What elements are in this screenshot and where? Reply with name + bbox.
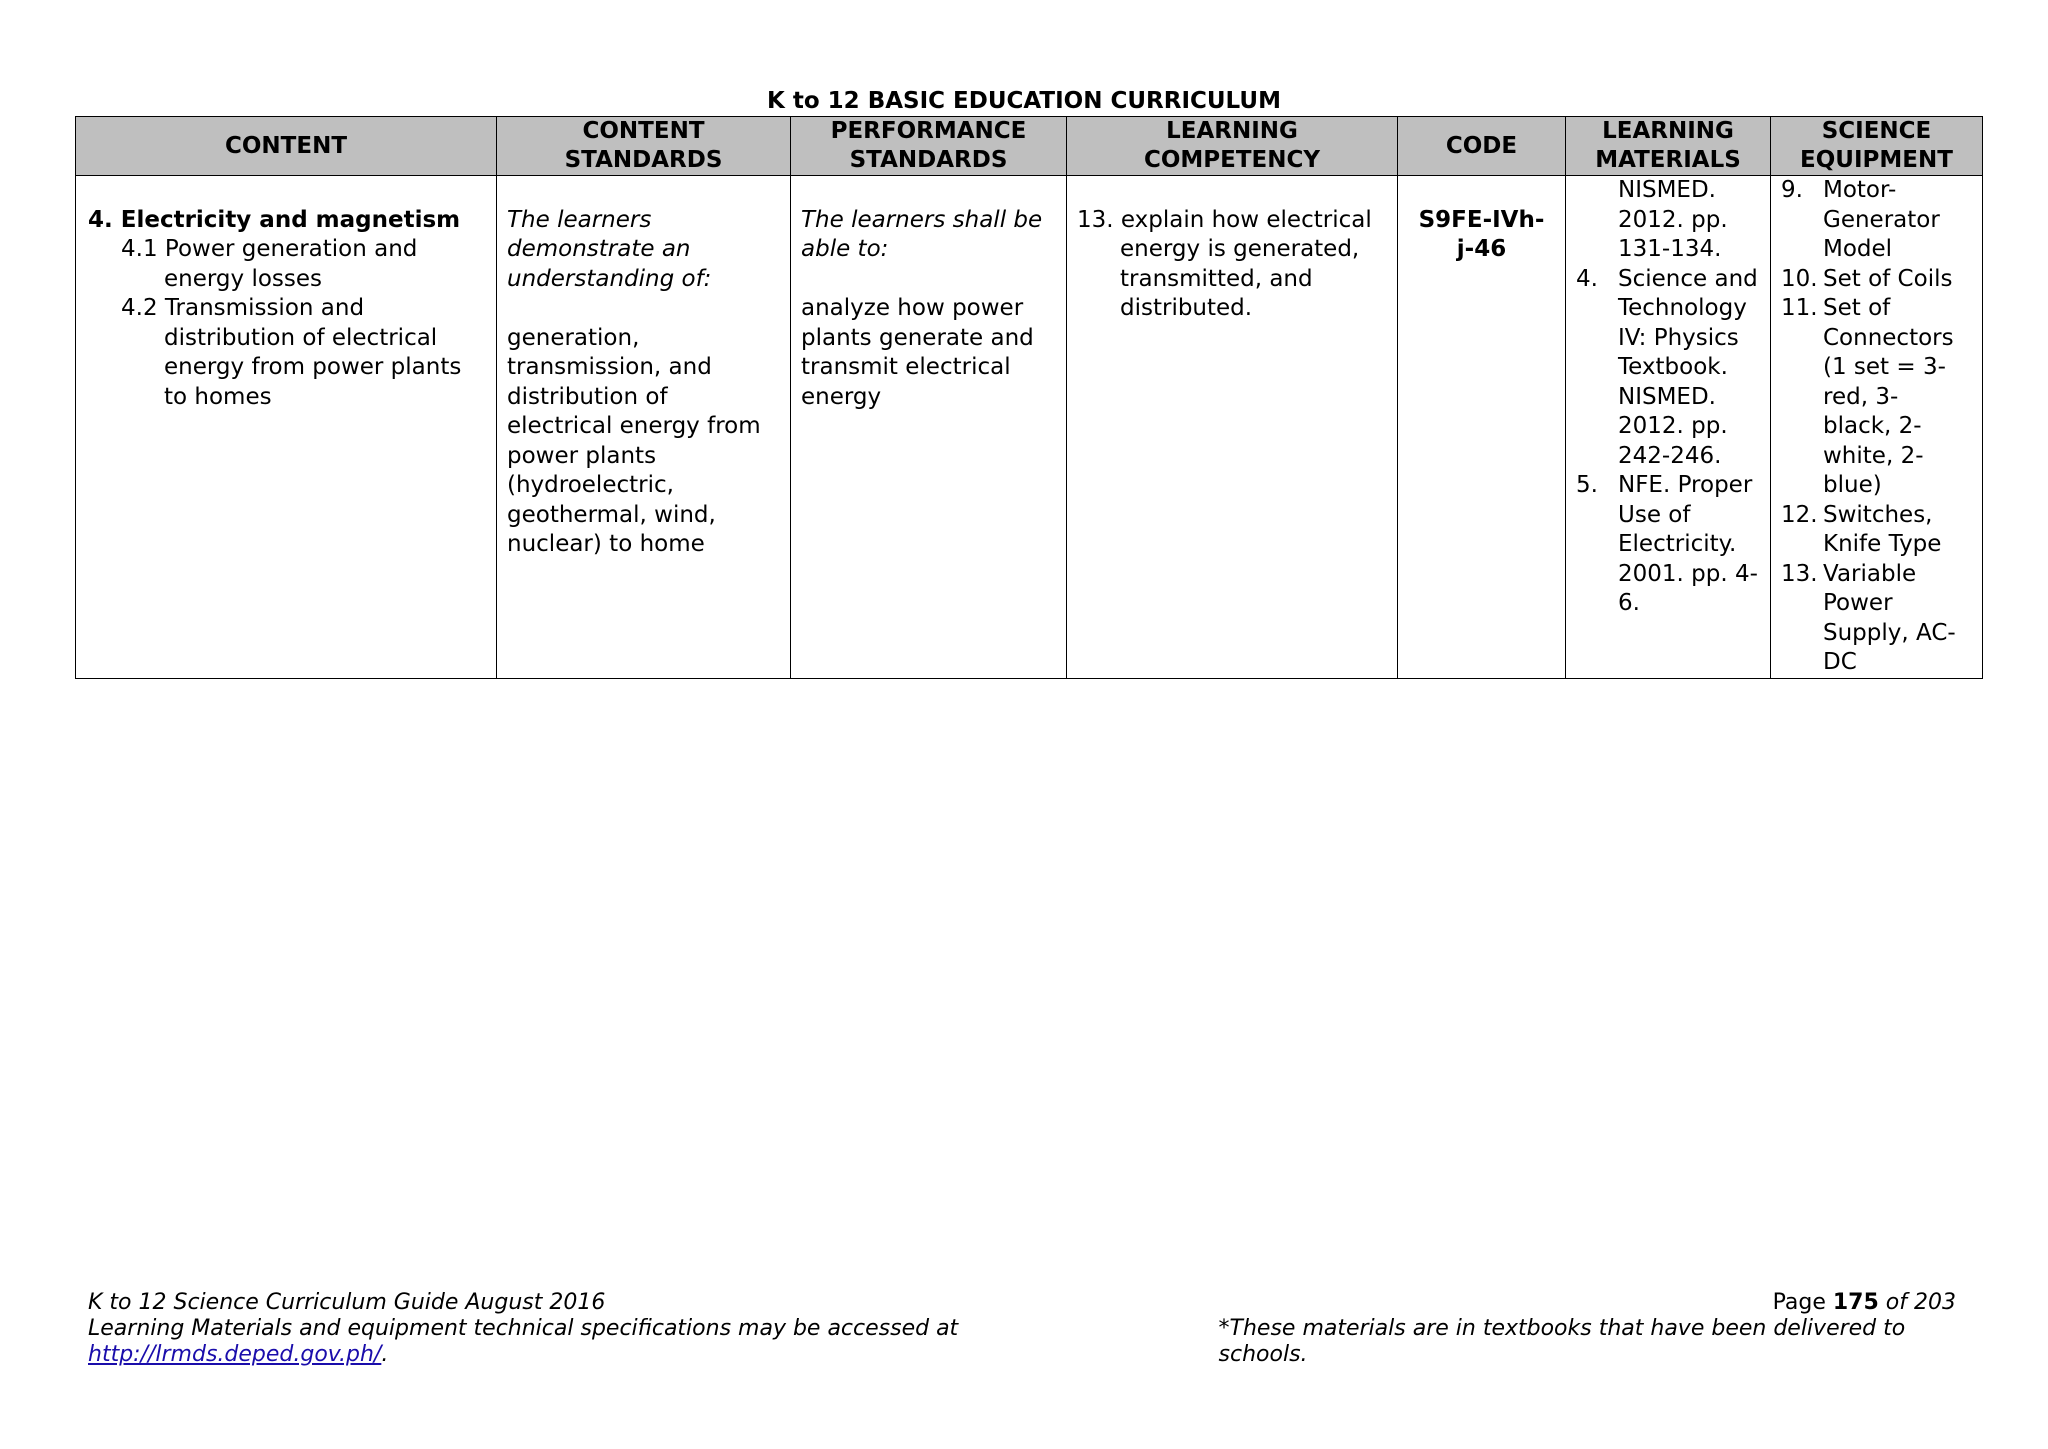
content-standards-intro: The learners demonstrate an understanding of: [507,206,712,292]
content-subtopic: 4.1 Power generation and energy losses [121,236,418,292]
header-code: CODE [1398,117,1566,176]
performance-standards-intro: The learners shall be able to: [801,206,1043,262]
code-cell [1398,176,1566,679]
page-title: K to 12 BASIC EDUCATION CURRICULUM [767,88,1281,114]
footer-guide-title: K to 12 Science Curriculum Guide August 2016 [88,1290,606,1315]
list-item: 5. NFE. Proper Use of Electricity. 2001. pp. 4-6. [1576,472,1758,616]
content-standards-text: generation, transmission, and distribution of electrical energy from power plants (hydroelectric, geothermal, wind, nuclear) to home [507,324,761,557]
list-item: 10. Set of Coils [1781,265,1953,292]
performance-standards-text: analyze how power plants generate and transmit electrical energy [801,295,1034,410]
learning-materials-continuation: NISMED. 2012. pp. 131-134. [1618,177,1728,262]
header-learning-competency: LEARNING COMPETENCY [1067,117,1398,176]
list-item: 4. Science and Technology IV: Physics Textbook. NISMED. 2012. pp. 242-246. [1576,265,1758,469]
header-row [76,117,1983,176]
lrmds-link[interactable]: http://lrmds.deped.gov.ph/ [88,1342,382,1367]
learning-materials-cell [1566,176,1771,679]
list-item: 9. Motor-Generator Model [1781,177,1940,262]
footer-disclaimer: *These materials are in textbooks that have been delivered to schools. [1218,1316,1906,1367]
list-item: 12. Switches, Knife Type [1781,501,1942,557]
competency-code: S9FE-IVh- [1418,206,1545,233]
list-item: 11. Set of Connectors (1 set = 3-red, 3- black, 2- white, 2-blue) [1781,295,1954,498]
curriculum-table [75,116,1983,679]
header-content-standards: CONTENT STANDARDS [497,117,791,176]
competency-code: j-46 [1456,236,1507,262]
content-subtopic: 4.2 Transmission and distribution of electrical energy from power plants to homes [121,295,462,410]
content-standards-cell [497,176,791,679]
page-number: Page 175 of 203 [1772,1290,1956,1315]
table-row [76,176,1983,679]
content-cell [76,176,497,679]
science-equipment-cell [1771,176,1983,679]
learning-competency-text: 13. explain how electrical energy is generated, transmitted, and distributed. [1077,206,1372,321]
header-science-equipment: SCIENCE EQUIPMENT [1771,117,1983,176]
performance-standards-cell [791,176,1067,679]
learning-competency-cell [1067,176,1398,679]
header-performance-standards: PERFORMANCE STANDARDS [791,117,1067,176]
footer-note: Learning Materials and equipment technical specifications may be accessed at http://lrmds.deped.gov.ph/. [88,1316,959,1367]
list-item: 13. Variable Power Supply, AC-DC [1781,560,1956,675]
header-content: CONTENT [76,117,497,176]
header-learning-materials: LEARNING MATERIALS [1566,117,1771,176]
content-topic: 4. Electricity and magnetism [88,206,461,233]
page-footer [88,1290,1970,1368]
